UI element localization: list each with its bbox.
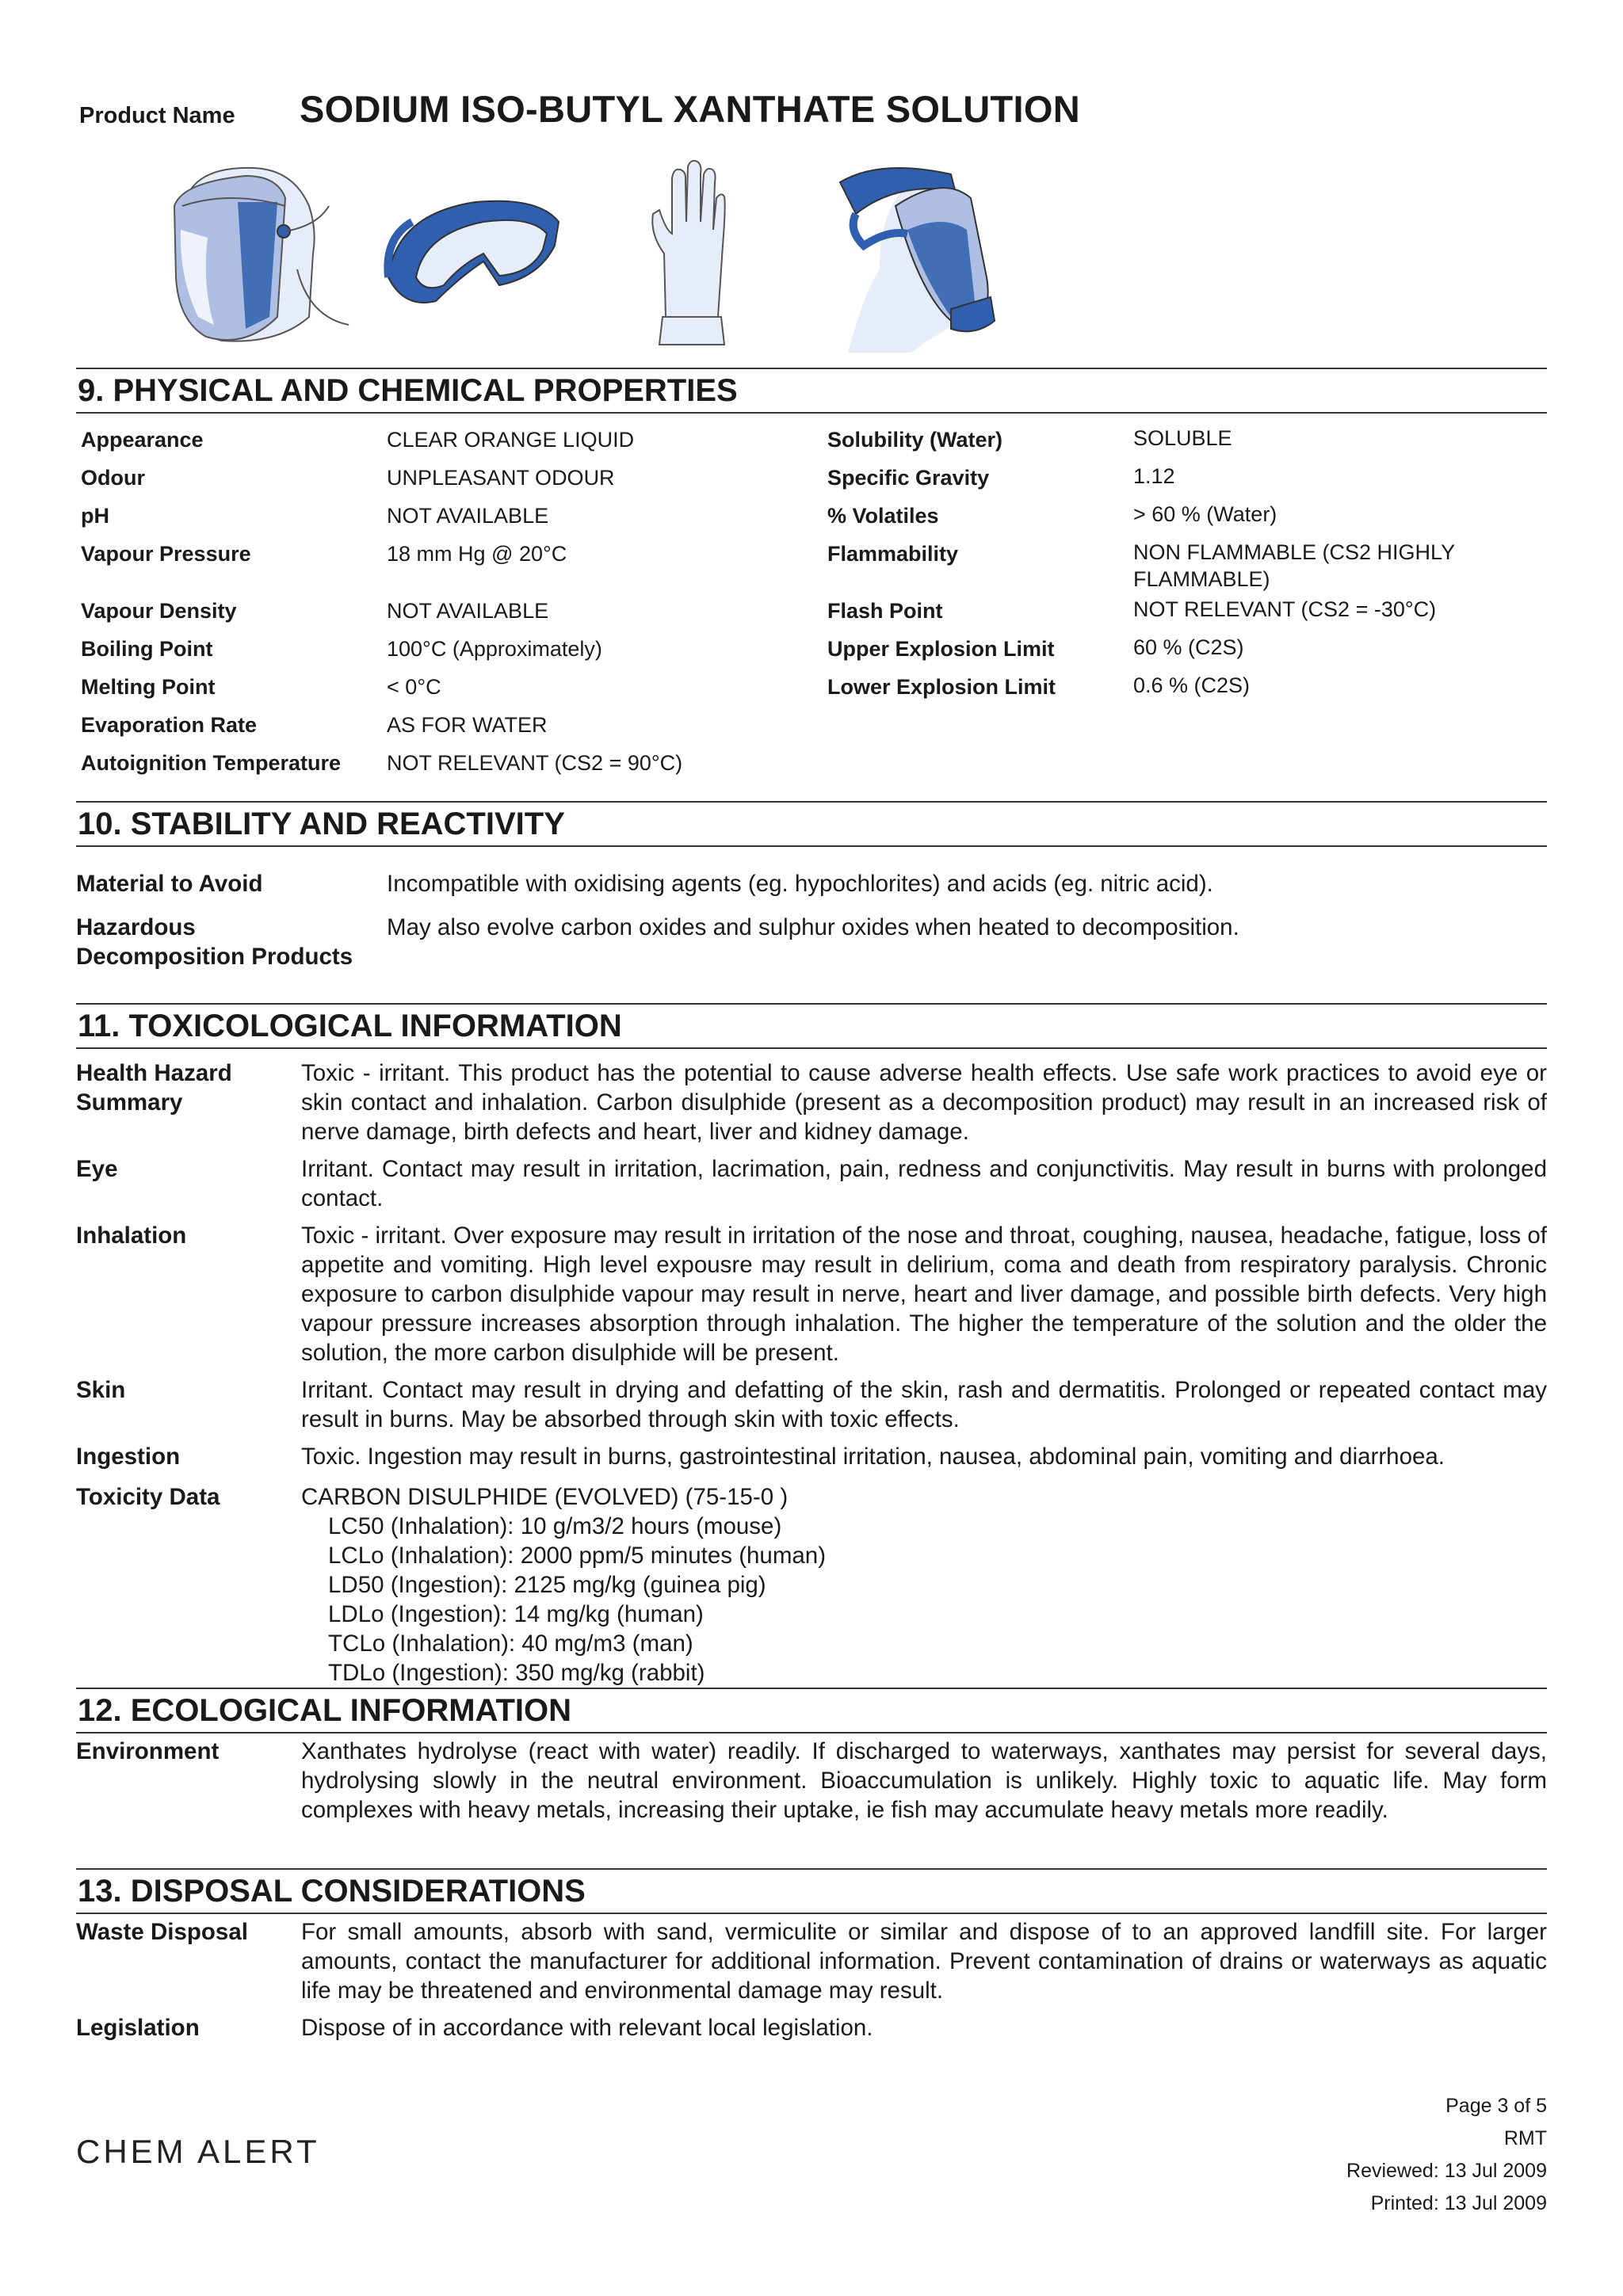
eye-row: [76, 1154, 1547, 1213]
section-title: 12. ECOLOGICAL INFORMATION: [76, 1688, 1547, 1733]
field-value: For small amounts, absorb with sand, vermiculite or similar and dispose of to an approved landfill site. For larger amounts, contact the manufacturer for additional information. Prevent contamination of drains or waterways as aquatic life may be threatened and environmental damage may result.: [301, 1919, 1547, 2004]
health-hazard-row: [76, 1058, 1547, 1146]
legislation-row: [76, 2013, 1547, 2042]
table-row: [76, 742, 1547, 780]
waste-disposal-row: [76, 1917, 1547, 2005]
inhalation-row: [76, 1221, 1547, 1367]
toxicity-data-row: [76, 1482, 1547, 1688]
field-value: May also evolve carbon oxides and sulphur oxides when heated to decomposition.: [387, 914, 1239, 940]
properties-table: [76, 418, 1547, 780]
table-row: [76, 418, 1547, 456]
property-value: 100°C (Approximately): [387, 637, 602, 661]
field-value: Toxic. Ingestion may result in burns, gastrointestinal irritation, nausea, abdominal pain, vomiting and diarrhoea.: [301, 1444, 1445, 1470]
field-value: Toxic - irritant. This product has the potential to cause adverse health effects. Use safe work practices to avoid eye or skin contact and inhalation. Carbon disulphide (present as a decomposition product) may result in an increased risk of nerve damage, birth defects and heart, liver and kidney damage.: [301, 1060, 1547, 1145]
ingestion-row: [76, 1442, 1547, 1471]
field-label-line: Summary: [76, 1089, 183, 1116]
property-label: Melting Point: [81, 675, 216, 699]
section-toxicological: [76, 1003, 1547, 1688]
ppe-icons: [151, 158, 1022, 357]
property-label: Lower Explosion Limit: [827, 675, 1056, 699]
toxicity-heading: CARBON DISULPHIDE (EVOLVED) (75-15-0 ): [301, 1484, 789, 1510]
table-row: [76, 627, 1547, 666]
property-label: Upper Explosion Limit: [827, 637, 1055, 661]
property-value: AS FOR WATER: [387, 713, 548, 737]
property-label: pH: [81, 504, 109, 528]
property-value: NON FLAMMABLE (CS2 HIGHLY FLAMMABLE): [1133, 540, 1455, 591]
list-item: TCLo (Inhalation): 40 mg/m3 (man): [328, 1630, 693, 1657]
product-name: SODIUM ISO-BUTYL XANTHATE SOLUTION: [300, 88, 1081, 130]
hazardous-decomposition-row: [76, 913, 1547, 971]
property-value: < 0°C: [387, 675, 441, 699]
field-value: Xanthates hydrolyse (react with water) readily. If discharged to waterways, xanthates may persist for several days, hydrolysing slowly in the neutral environment. Bioaccumulation is unlikely. Highly toxic to aquatic life. May form complexes with heavy metals, increasing their uptake, ie fish may accumulate heavy metals more readily.: [301, 1738, 1547, 1823]
page-number: Page 3 of 5: [1445, 2095, 1547, 2117]
skin-row: [76, 1375, 1547, 1434]
section-title: 13. DISPOSAL CONSIDERATIONS: [76, 1868, 1547, 1914]
section-physical-chemical: [76, 368, 1547, 780]
field-value: Irritant. Contact may result in drying and defatting of the skin, rash and dermatitis. Prolonged or repeated contact may result in burns. May be absorbed through skin with toxic effects.: [301, 1377, 1547, 1432]
property-value: > 60 % (Water): [1133, 502, 1277, 526]
property-value: NOT RELEVANT (CS2 = 90°C): [387, 751, 683, 775]
property-label: Flash Point: [827, 599, 943, 623]
property-value: UNPLEASANT ODOUR: [387, 466, 615, 490]
section-disposal: [76, 1868, 1547, 2042]
property-value: 60 % (C2S): [1133, 635, 1244, 659]
field-label: Waste Disposal: [76, 1919, 248, 1945]
field-label: Material to Avoid: [76, 871, 263, 897]
field-label-line: Decomposition Products: [76, 944, 353, 970]
property-label: Evaporation Rate: [81, 713, 258, 737]
list-item: LDLo (Ingestion): 14 mg/kg (human): [328, 1601, 704, 1627]
property-label: Vapour Density: [81, 599, 237, 623]
table-row: [76, 494, 1547, 532]
field-value: [301, 1482, 1547, 1688]
property-label: Boiling Point: [81, 637, 213, 661]
section-title: 11. TOXICOLOGICAL INFORMATION: [76, 1003, 1547, 1049]
section-ecological: [76, 1688, 1547, 1825]
environment-row: [76, 1737, 1547, 1825]
property-label: Autoignition Temperature: [81, 751, 341, 775]
property-label: Flammability: [827, 542, 959, 566]
chem-alert-logo: CHEM ALERT: [76, 2133, 320, 2170]
property-label: Vapour Pressure: [81, 542, 251, 566]
table-row: [76, 704, 1547, 742]
section-title: 9. PHYSICAL AND CHEMICAL PROPERTIES: [76, 368, 1547, 414]
field-label: Eye: [76, 1156, 118, 1182]
glove-icon: [642, 158, 729, 353]
field-value: Toxic - irritant. Over exposure may result in irritation of the nose and throat, coughing, nausea, headache, fatigue, loss of appetite and vomiting. High level expousre may result in delirium, coma and death from respiratory paralysis. Chronic exposure to carbon disulphide vapour may result in nerve, heart and liver damage, and possible birth defects. Very high vapour pressure increases absorption through inhalation. The higher the temperature of the solution and the older the solution, the more carbon disulphide will be present.: [301, 1222, 1547, 1366]
footer-info: [1346, 2090, 1547, 2220]
property-value: 0.6 % (C2S): [1133, 673, 1251, 697]
product-name-label: Product Name: [79, 103, 235, 128]
field-value: Incompatible with oxidising agents (eg. hypochlorites) and acids (eg. nitric acid).: [387, 871, 1213, 897]
property-value: 1.12: [1133, 464, 1175, 488]
list-item: LC50 (Inhalation): 10 g/m3/2 hours (mouse): [328, 1513, 782, 1539]
toxicity-list: [301, 1512, 1547, 1688]
table-row: [76, 666, 1547, 704]
field-label-line: Health Hazard: [76, 1060, 232, 1086]
goggles-icon: [380, 158, 571, 353]
property-label: % Volatiles: [827, 504, 939, 528]
property-value: 18 mm Hg @ 20°C: [387, 542, 567, 566]
field-label-line: Hazardous: [76, 914, 196, 940]
field-label: Environment: [76, 1738, 220, 1764]
field-label: [76, 1058, 301, 1146]
property-label: Appearance: [81, 428, 204, 452]
field-value: Irritant. Contact may result in irritation, lacrimation, pain, redness and conjunctivitis. May result in burns with prolonged contact.: [301, 1156, 1547, 1211]
table-row: [76, 532, 1547, 589]
field-label: Inhalation: [76, 1222, 187, 1249]
field-value: Dispose of in accordance with relevant local legislation.: [301, 2015, 873, 2041]
section-stability-reactivity: [76, 801, 1547, 971]
table-row: [76, 589, 1547, 627]
document-code: RMT: [1503, 2127, 1547, 2149]
list-item: TDLo (Ingestion): 350 mg/kg (rabbit): [328, 1660, 705, 1686]
field-label: Skin: [76, 1377, 126, 1403]
section-title: 10. STABILITY AND REACTIVITY: [76, 801, 1547, 847]
property-value: NOT RELEVANT (CS2 = -30°C): [1133, 597, 1437, 621]
material-to-avoid-row: [76, 869, 1547, 898]
list-item: LD50 (Ingestion): 2125 mg/kg (guinea pig): [328, 1572, 766, 1598]
property-value: NOT AVAILABLE: [387, 504, 549, 528]
respirator-icon: [832, 158, 1006, 353]
property-value: SOLUBLE: [1133, 426, 1232, 450]
property-label: Specific Gravity: [827, 466, 990, 490]
property-label: Solubility (Water): [827, 428, 1002, 452]
property-value: NOT AVAILABLE: [387, 599, 549, 623]
face-shield-icon: [158, 158, 357, 353]
field-label: Toxicity Data: [76, 1484, 220, 1510]
list-item: LCLo (Inhalation): 2000 ppm/5 minutes (human): [328, 1543, 827, 1569]
property-value: CLEAR ORANGE LIQUID: [387, 428, 635, 452]
reviewed-date: Reviewed: 13 Jul 2009: [1346, 2160, 1547, 2182]
field-label: Ingestion: [76, 1444, 181, 1470]
field-label: [76, 913, 387, 971]
property-label: Odour: [81, 466, 145, 490]
table-row: [76, 456, 1547, 494]
printed-date: Printed: 13 Jul 2009: [1370, 2192, 1547, 2214]
field-label: Legislation: [76, 2015, 200, 2041]
